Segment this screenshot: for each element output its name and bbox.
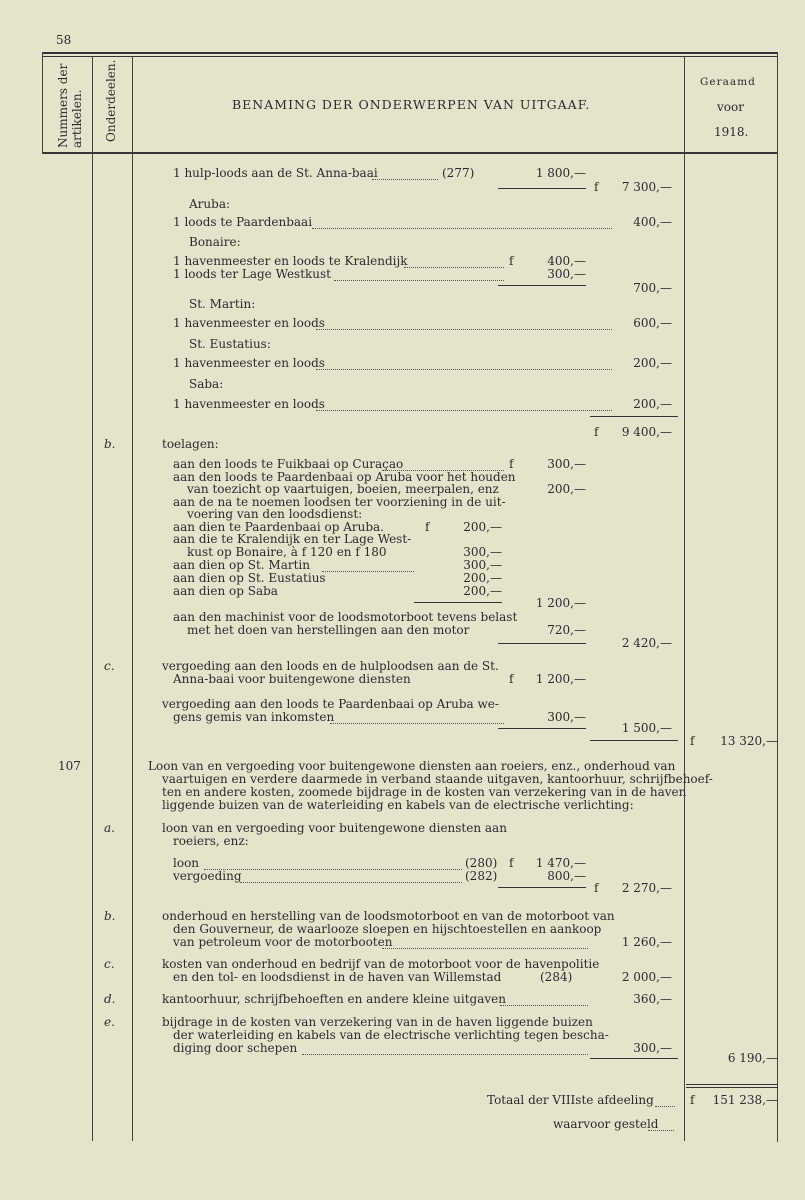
row-hulploods: 1 hulp-loods aan de St. Anna-baai — [173, 166, 378, 180]
subtotal-a: 9 400,— — [621, 425, 672, 439]
gesteld-label: waarvoor gesteld — [553, 1117, 659, 1131]
subtotal-b: 2 420,— — [621, 636, 672, 650]
header-year: 1918. — [714, 125, 749, 139]
header-rule — [42, 152, 778, 154]
island-aruba: Aruba: — [189, 197, 231, 211]
frame-left — [42, 52, 43, 154]
header-voor: voor — [717, 100, 744, 114]
section-label-c2: c. — [104, 957, 115, 971]
frame-right — [777, 52, 778, 1142]
section-label-b: b. — [104, 437, 116, 451]
header-nummers: Nummers der artikelen. — [56, 63, 84, 148]
subtotal-c: 1 500,— — [621, 721, 672, 735]
top-rule-thin — [42, 56, 778, 57]
col-line-2 — [132, 56, 133, 1141]
island-stmartin: St. Martin: — [189, 297, 256, 311]
island-bonaire: Bonaire: — [189, 235, 241, 249]
section-label-b2: b. — [104, 909, 116, 923]
totaal-amount: 151 238,— — [712, 1093, 778, 1107]
header-geraamd: Geraamd — [700, 76, 756, 88]
sum-rule — [498, 188, 586, 189]
toelagen-heading: toelagen: — [162, 437, 219, 451]
col-line-3 — [684, 56, 685, 1141]
col-line-1 — [92, 56, 93, 1141]
article-total-107: 6 190,— — [727, 1051, 778, 1065]
leader-dots — [372, 167, 438, 180]
top-rule — [42, 52, 778, 54]
article-total-106: 13 320,— — [720, 734, 778, 748]
section-label-c: c. — [104, 659, 115, 673]
header-onderdeelen: Onderdeelen. — [104, 59, 118, 142]
article-number-107: 107 — [58, 759, 81, 773]
totaal-label: Totaal der VIIIste afdeeling — [487, 1093, 654, 1107]
island-steustatius: St. Eustatius: — [189, 337, 271, 351]
island-saba: Saba: — [189, 377, 224, 391]
section-label-a: a. — [104, 821, 115, 835]
header-benaming: BENAMING DER ONDERWERPEN VAN UITGAAF. — [232, 97, 591, 112]
section-label-d: d. — [104, 992, 116, 1006]
page-number: 58 — [56, 33, 72, 47]
section-label-e: e. — [104, 1015, 115, 1029]
